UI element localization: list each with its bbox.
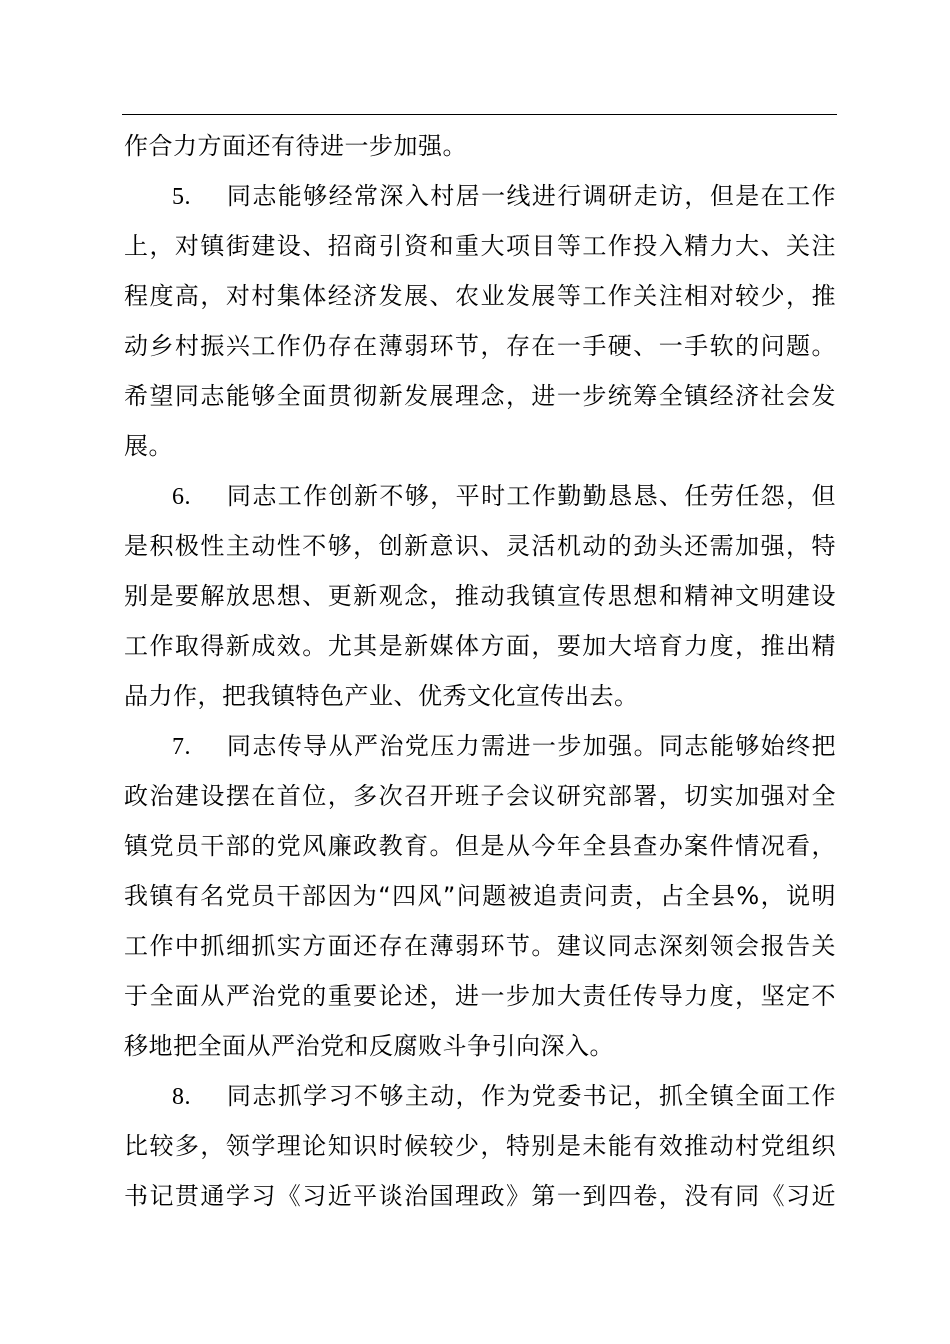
item-8-text: 同志抓学习不够主动，作为党委书记，抓全镇全面工作 bbox=[226, 1082, 836, 1110]
item-5-text: 同志能够经常深入村居一线进行调研走访，但是在工作 bbox=[226, 182, 836, 210]
item-6-number: 6. bbox=[172, 484, 191, 510]
item-5-line-5: 希望同志能够全面贯彻新发展理念，进一步统筹全镇经济社会发 bbox=[124, 382, 836, 410]
item-7-line-7: 移地把全面从严治党和反腐败斗争引向深入。 bbox=[124, 1032, 614, 1060]
item-7-number: 7. bbox=[172, 734, 191, 760]
item-7-line-5: 工作中抓细抓实方面还存在薄弱环节。建议同志深刻领会报告关 bbox=[124, 932, 836, 960]
item-7-line-3: 镇党员干部的党风廉政教育。但是从今年全县查办案件情况看， bbox=[124, 832, 836, 860]
item-5-line-3: 程度高，对村集体经济发展、农业发展等工作关注相对较少，推 bbox=[124, 282, 836, 310]
item-8-line-1 bbox=[172, 1076, 836, 1116]
item-7-line-4: 我镇有名党员干部因为“四风”问题被追责问责，占全县%，说明 bbox=[124, 882, 836, 910]
item-6-text: 同志工作创新不够，平时工作勤勤恳恳、任劳任怨，但 bbox=[226, 482, 836, 510]
item-7-line-1 bbox=[172, 726, 836, 766]
paragraph-tail-line: 作合力方面还有待进一步加强。 bbox=[124, 132, 467, 160]
header-rule bbox=[122, 114, 837, 115]
item-8-line-2: 比较多，领学理论知识时候较少，特别是未能有效推动村党组织 bbox=[124, 1132, 836, 1160]
item-8-number: 8. bbox=[172, 1084, 191, 1110]
item-7-line-6: 于全面从严治党的重要论述，进一步加大责任传导力度，坚定不 bbox=[124, 982, 836, 1010]
item-6-line-4: 工作取得新成效。尤其是新媒体方面，要加大培育力度，推出精 bbox=[124, 632, 836, 660]
item-6-line-2: 是积极性主动性不够，创新意识、灵活机动的劲头还需加强，特 bbox=[124, 532, 836, 560]
item-5-line-4: 动乡村振兴工作仍存在薄弱环节，存在一手硬、一手软的问题。 bbox=[124, 332, 836, 360]
item-6-line-1 bbox=[172, 476, 836, 516]
item-6-line-5: 品力作，把我镇特色产业、优秀文化宣传出去。 bbox=[124, 682, 639, 710]
item-5-line-1 bbox=[172, 176, 836, 216]
item-6-line-3: 别是要解放思想、更新观念，推动我镇宣传思想和精神文明建设 bbox=[124, 582, 836, 610]
item-8-line-3: 书记贯通学习《习近平谈治国理政》第一到四卷，没有同《习近 bbox=[124, 1182, 836, 1210]
item-7-text: 同志传导从严治党压力需进一步加强。同志能够始终把 bbox=[226, 732, 836, 760]
item-5-number: 5. bbox=[172, 184, 191, 210]
item-5-line-6: 展。 bbox=[124, 432, 173, 460]
item-7-line-2: 政治建设摆在首位，多次召开班子会议研究部署，切实加强对全 bbox=[124, 782, 836, 810]
item-5-line-2: 上，对镇街建设、招商引资和重大项目等工作投入精力大、关注 bbox=[124, 232, 836, 260]
